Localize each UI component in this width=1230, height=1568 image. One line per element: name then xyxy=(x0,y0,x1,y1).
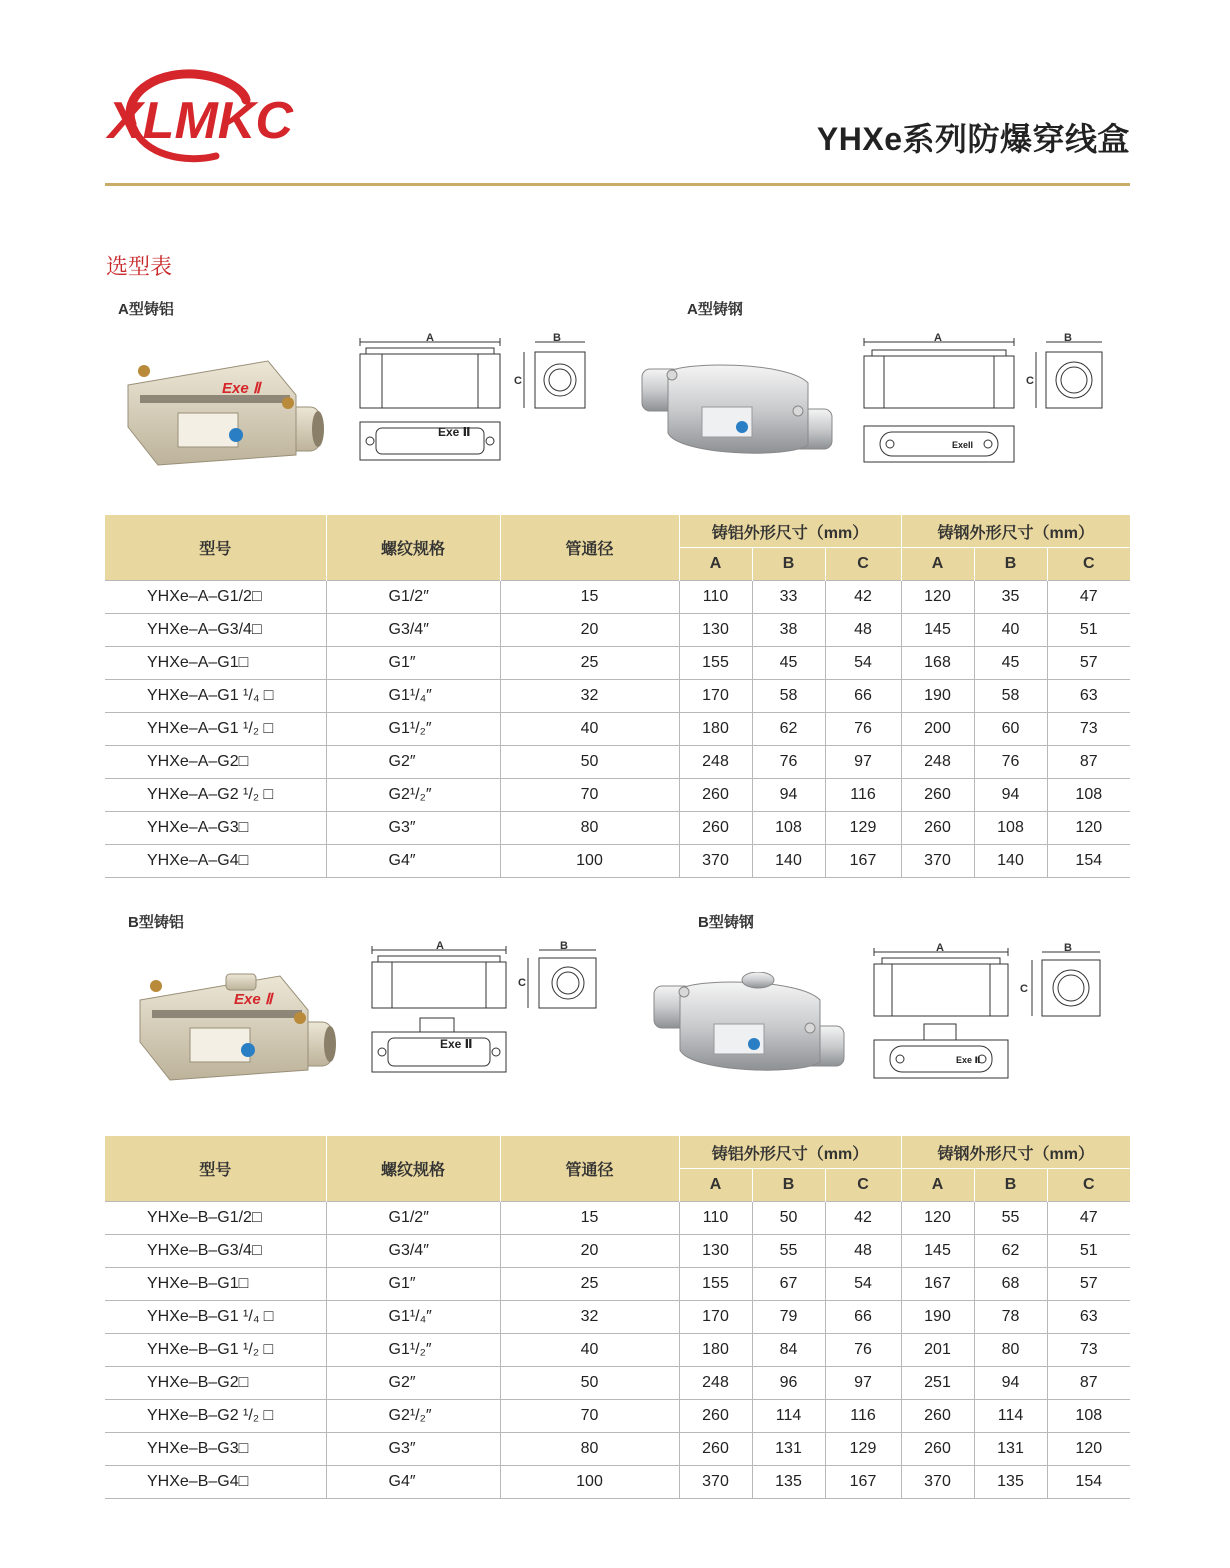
alu-c-cell: 167 xyxy=(825,845,901,878)
steel-c-cell: 87 xyxy=(1047,746,1130,779)
alu-c-cell: 76 xyxy=(825,713,901,746)
header-steel-dimensions: 铸钢外形尺寸（mm） xyxy=(901,515,1130,548)
header-thread: 螺纹规格 xyxy=(326,515,500,581)
dim-b-label: B xyxy=(1064,332,1072,344)
table-row xyxy=(105,614,1130,647)
model-cell: YHXe–B–G1 ¹/₄ □ xyxy=(105,1301,326,1334)
alu-b-cell: 58 xyxy=(752,680,825,713)
header-bore: 管通径 xyxy=(500,1136,679,1202)
header-divider xyxy=(105,183,1130,186)
thread-cell: G1/2″ xyxy=(326,581,500,614)
steel-a-cell: 145 xyxy=(901,1235,974,1268)
brand-logo xyxy=(104,66,328,166)
thread-cell: G1/2″ xyxy=(326,1202,500,1235)
selection-table-b xyxy=(105,1136,1130,1499)
alu-b-cell: 96 xyxy=(752,1367,825,1400)
thread-cell: G4″ xyxy=(326,845,500,878)
model-cell: YHXe–A–G1/2□ xyxy=(105,581,326,614)
table-row xyxy=(105,647,1130,680)
dim-b-label: B xyxy=(553,332,561,344)
a-steel-box-photo xyxy=(638,355,838,463)
table-row xyxy=(105,680,1130,713)
steel-b-cell: 68 xyxy=(974,1268,1047,1301)
header-aluminum-dimensions: 铸铝外形尺寸（mm） xyxy=(679,515,901,548)
steel-c-cell: 47 xyxy=(1047,1202,1130,1235)
alu-b-cell: 140 xyxy=(752,845,825,878)
thread-cell: G2¹/₂″ xyxy=(326,1400,500,1433)
thread-cell: G1¹/₂″ xyxy=(326,1334,500,1367)
alu-a-cell: 170 xyxy=(679,680,752,713)
steel-a-cell: 120 xyxy=(901,1202,974,1235)
alu-a-cell: 155 xyxy=(679,647,752,680)
label-a-aluminum: A型铸铝 xyxy=(118,301,174,318)
alu-c-cell: 129 xyxy=(825,812,901,845)
model-cell: YHXe–B–G1□ xyxy=(105,1268,326,1301)
steel-a-cell: 260 xyxy=(901,1433,974,1466)
bore-cell: 80 xyxy=(500,812,679,845)
steel-c-cell: 108 xyxy=(1047,779,1130,812)
thread-cell: G2″ xyxy=(326,1367,500,1400)
header-alu-c: C xyxy=(825,1169,901,1202)
alu-a-cell: 180 xyxy=(679,1334,752,1367)
alu-a-cell: 370 xyxy=(679,1466,752,1499)
b-steel-dimension-drawing xyxy=(866,940,1122,1082)
header-bore: 管通径 xyxy=(500,515,679,581)
thread-cell: G1¹/₂″ xyxy=(326,713,500,746)
header-alu-b: B xyxy=(752,548,825,581)
steel-c-cell: 57 xyxy=(1047,1268,1130,1301)
alu-b-cell: 38 xyxy=(752,614,825,647)
bore-cell: 15 xyxy=(500,1202,679,1235)
thread-cell: G3/4″ xyxy=(326,614,500,647)
label-b-steel: B型铸钢 xyxy=(698,914,754,931)
table-row xyxy=(105,845,1130,878)
alu-c-cell: 66 xyxy=(825,680,901,713)
alu-b-cell: 55 xyxy=(752,1235,825,1268)
alu-a-cell: 180 xyxy=(679,713,752,746)
alu-c-cell: 129 xyxy=(825,1433,901,1466)
bore-cell: 40 xyxy=(500,1334,679,1367)
bore-cell: 15 xyxy=(500,581,679,614)
bore-cell: 32 xyxy=(500,1301,679,1334)
dim-c-label: C xyxy=(1026,375,1034,387)
photo-mark-b-alu: Exe Ⅱ xyxy=(234,991,273,1008)
alu-a-cell: 260 xyxy=(679,1433,752,1466)
alu-a-cell: 260 xyxy=(679,1400,752,1433)
alu-b-cell: 62 xyxy=(752,713,825,746)
steel-b-cell: 94 xyxy=(974,1367,1047,1400)
thread-cell: G1″ xyxy=(326,647,500,680)
header-aluminum-dimensions: 铸铝外形尺寸（mm） xyxy=(679,1136,901,1169)
bore-cell: 40 xyxy=(500,713,679,746)
model-cell: YHXe–B–G4□ xyxy=(105,1466,326,1499)
a-aluminum-dimension-drawing xyxy=(352,330,602,465)
steel-c-cell: 120 xyxy=(1047,1433,1130,1466)
alu-b-cell: 45 xyxy=(752,647,825,680)
alu-b-cell: 131 xyxy=(752,1433,825,1466)
steel-c-cell: 51 xyxy=(1047,614,1130,647)
alu-a-cell: 130 xyxy=(679,1235,752,1268)
table-row xyxy=(105,1466,1130,1499)
drawing-mark-a-alu: Exe Ⅱ xyxy=(438,425,471,439)
dim-c-label: C xyxy=(1020,983,1028,995)
steel-b-cell: 35 xyxy=(974,581,1047,614)
steel-c-cell: 73 xyxy=(1047,713,1130,746)
drawing-mark-a-steel: ExeII xyxy=(952,440,974,450)
model-cell: YHXe–A–G2□ xyxy=(105,746,326,779)
thread-cell: G1¹/₄″ xyxy=(326,1301,500,1334)
thread-cell: G3/4″ xyxy=(326,1235,500,1268)
bore-cell: 25 xyxy=(500,1268,679,1301)
bore-cell: 32 xyxy=(500,680,679,713)
steel-a-cell: 167 xyxy=(901,1268,974,1301)
header-alu-c: C xyxy=(825,548,901,581)
bore-cell: 50 xyxy=(500,746,679,779)
alu-b-cell: 67 xyxy=(752,1268,825,1301)
drawing-mark-b-alu: Exe Ⅱ xyxy=(440,1037,473,1051)
alu-c-cell: 167 xyxy=(825,1466,901,1499)
model-cell: YHXe–A–G3/4□ xyxy=(105,614,326,647)
model-cell: YHXe–A–G1 ¹/₄ □ xyxy=(105,680,326,713)
alu-a-cell: 260 xyxy=(679,779,752,812)
header-alu-b: B xyxy=(752,1169,825,1202)
alu-c-cell: 54 xyxy=(825,1268,901,1301)
steel-a-cell: 260 xyxy=(901,779,974,812)
label-b-aluminum: B型铸铝 xyxy=(128,914,184,931)
table-row xyxy=(105,779,1130,812)
model-cell: YHXe–B–G3/4□ xyxy=(105,1235,326,1268)
steel-c-cell: 108 xyxy=(1047,1400,1130,1433)
header-steel-c: C xyxy=(1047,548,1130,581)
steel-a-cell: 168 xyxy=(901,647,974,680)
logo-text: XLMKC xyxy=(108,92,293,150)
model-cell: YHXe–B–G2 ¹/₂ □ xyxy=(105,1400,326,1433)
steel-a-cell: 251 xyxy=(901,1367,974,1400)
alu-a-cell: 130 xyxy=(679,614,752,647)
table-row xyxy=(105,713,1130,746)
model-cell: YHXe–A–G3□ xyxy=(105,812,326,845)
model-cell: YHXe–A–G2 ¹/₂ □ xyxy=(105,779,326,812)
model-cell: YHXe–B–G3□ xyxy=(105,1433,326,1466)
alu-a-cell: 248 xyxy=(679,1367,752,1400)
steel-b-cell: 40 xyxy=(974,614,1047,647)
alu-c-cell: 116 xyxy=(825,779,901,812)
steel-b-cell: 55 xyxy=(974,1202,1047,1235)
steel-b-cell: 140 xyxy=(974,845,1047,878)
alu-c-cell: 42 xyxy=(825,581,901,614)
steel-a-cell: 370 xyxy=(901,1466,974,1499)
model-cell: YHXe–A–G1 ¹/₂ □ xyxy=(105,713,326,746)
alu-c-cell: 97 xyxy=(825,746,901,779)
thread-cell: G3″ xyxy=(326,812,500,845)
thread-cell: G1″ xyxy=(326,1268,500,1301)
steel-c-cell: 47 xyxy=(1047,581,1130,614)
header-steel-dimensions: 铸钢外形尺寸（mm） xyxy=(901,1136,1130,1169)
steel-b-cell: 76 xyxy=(974,746,1047,779)
header-steel-b: B xyxy=(974,1169,1047,1202)
thread-cell: G3″ xyxy=(326,1433,500,1466)
thread-cell: G4″ xyxy=(326,1466,500,1499)
steel-a-cell: 260 xyxy=(901,812,974,845)
thread-cell: G1¹/₄″ xyxy=(326,680,500,713)
steel-b-cell: 45 xyxy=(974,647,1047,680)
header-steel-a: A xyxy=(901,1169,974,1202)
dim-c-label: C xyxy=(514,375,522,387)
table-row xyxy=(105,1301,1130,1334)
b-steel-box-photo xyxy=(650,972,850,1080)
steel-b-cell: 135 xyxy=(974,1466,1047,1499)
table-row xyxy=(105,1367,1130,1400)
header-alu-a: A xyxy=(679,548,752,581)
steel-c-cell: 57 xyxy=(1047,647,1130,680)
steel-a-cell: 145 xyxy=(901,614,974,647)
steel-a-cell: 190 xyxy=(901,680,974,713)
alu-c-cell: 48 xyxy=(825,614,901,647)
b-aluminum-box-photo xyxy=(130,970,340,1082)
bore-cell: 70 xyxy=(500,779,679,812)
header-steel-b: B xyxy=(974,548,1047,581)
model-cell: YHXe–B–G1 ¹/₂ □ xyxy=(105,1334,326,1367)
alu-b-cell: 33 xyxy=(752,581,825,614)
alu-a-cell: 110 xyxy=(679,581,752,614)
dim-a-label: A xyxy=(436,940,444,952)
table-row xyxy=(105,746,1130,779)
table-row xyxy=(105,1433,1130,1466)
alu-b-cell: 94 xyxy=(752,779,825,812)
dim-a-label: A xyxy=(936,942,944,954)
label-a-steel: A型铸钢 xyxy=(687,301,743,318)
steel-c-cell: 73 xyxy=(1047,1334,1130,1367)
model-cell: YHXe–A–G4□ xyxy=(105,845,326,878)
header-alu-a: A xyxy=(679,1169,752,1202)
steel-b-cell: 78 xyxy=(974,1301,1047,1334)
steel-b-cell: 131 xyxy=(974,1433,1047,1466)
steel-b-cell: 94 xyxy=(974,779,1047,812)
table-row xyxy=(105,1202,1130,1235)
header-steel-c: C xyxy=(1047,1169,1130,1202)
table-row xyxy=(105,1268,1130,1301)
page-title: YHXe系列防爆穿线盒 xyxy=(816,121,1130,157)
drawing-mark-b-steel: Exe Ⅱ xyxy=(956,1055,981,1065)
alu-b-cell: 114 xyxy=(752,1400,825,1433)
steel-b-cell: 58 xyxy=(974,680,1047,713)
steel-a-cell: 190 xyxy=(901,1301,974,1334)
alu-a-cell: 260 xyxy=(679,812,752,845)
dim-c-label: C xyxy=(518,977,526,989)
steel-a-cell: 201 xyxy=(901,1334,974,1367)
model-cell: YHXe–A–G1□ xyxy=(105,647,326,680)
steel-b-cell: 62 xyxy=(974,1235,1047,1268)
table-row xyxy=(105,1334,1130,1367)
selection-table-a xyxy=(105,515,1130,878)
steel-a-cell: 248 xyxy=(901,746,974,779)
a-steel-dimension-drawing xyxy=(856,330,1116,465)
bore-cell: 70 xyxy=(500,1400,679,1433)
header-thread: 螺纹规格 xyxy=(326,1136,500,1202)
steel-c-cell: 51 xyxy=(1047,1235,1130,1268)
alu-b-cell: 135 xyxy=(752,1466,825,1499)
bore-cell: 20 xyxy=(500,614,679,647)
steel-b-cell: 80 xyxy=(974,1334,1047,1367)
bore-cell: 100 xyxy=(500,1466,679,1499)
section-title: 选型表 xyxy=(106,254,173,279)
alu-c-cell: 66 xyxy=(825,1301,901,1334)
alu-b-cell: 79 xyxy=(752,1301,825,1334)
thread-cell: G2¹/₂″ xyxy=(326,779,500,812)
steel-a-cell: 200 xyxy=(901,713,974,746)
steel-c-cell: 63 xyxy=(1047,680,1130,713)
dim-a-label: A xyxy=(426,332,434,344)
alu-b-cell: 50 xyxy=(752,1202,825,1235)
table-row xyxy=(105,1235,1130,1268)
alu-c-cell: 48 xyxy=(825,1235,901,1268)
alu-b-cell: 108 xyxy=(752,812,825,845)
bore-cell: 100 xyxy=(500,845,679,878)
steel-c-cell: 154 xyxy=(1047,1466,1130,1499)
alu-a-cell: 110 xyxy=(679,1202,752,1235)
dim-b-label: B xyxy=(560,940,568,952)
dim-b-label: B xyxy=(1064,942,1072,954)
bore-cell: 25 xyxy=(500,647,679,680)
steel-c-cell: 87 xyxy=(1047,1367,1130,1400)
alu-c-cell: 97 xyxy=(825,1367,901,1400)
steel-c-cell: 154 xyxy=(1047,845,1130,878)
header-steel-a: A xyxy=(901,548,974,581)
alu-b-cell: 76 xyxy=(752,746,825,779)
a-aluminum-box-photo xyxy=(118,355,328,467)
b-aluminum-dimension-drawing xyxy=(364,938,614,1078)
photo-mark-a-alu: Exe Ⅱ xyxy=(222,380,261,397)
bore-cell: 50 xyxy=(500,1367,679,1400)
table-row xyxy=(105,581,1130,614)
steel-c-cell: 63 xyxy=(1047,1301,1130,1334)
steel-b-cell: 114 xyxy=(974,1400,1047,1433)
table-row xyxy=(105,1400,1130,1433)
steel-a-cell: 260 xyxy=(901,1400,974,1433)
bore-cell: 20 xyxy=(500,1235,679,1268)
alu-a-cell: 155 xyxy=(679,1268,752,1301)
alu-c-cell: 116 xyxy=(825,1400,901,1433)
steel-b-cell: 60 xyxy=(974,713,1047,746)
dim-a-label: A xyxy=(934,332,942,344)
alu-c-cell: 42 xyxy=(825,1202,901,1235)
alu-a-cell: 248 xyxy=(679,746,752,779)
model-cell: YHXe–B–G1/2□ xyxy=(105,1202,326,1235)
alu-a-cell: 370 xyxy=(679,845,752,878)
alu-c-cell: 54 xyxy=(825,647,901,680)
alu-b-cell: 84 xyxy=(752,1334,825,1367)
alu-a-cell: 170 xyxy=(679,1301,752,1334)
steel-c-cell: 120 xyxy=(1047,812,1130,845)
steel-a-cell: 120 xyxy=(901,581,974,614)
model-cell: YHXe–B–G2□ xyxy=(105,1367,326,1400)
thread-cell: G2″ xyxy=(326,746,500,779)
steel-a-cell: 370 xyxy=(901,845,974,878)
bore-cell: 80 xyxy=(500,1433,679,1466)
table-row xyxy=(105,812,1130,845)
alu-c-cell: 76 xyxy=(825,1334,901,1367)
steel-b-cell: 108 xyxy=(974,812,1047,845)
header-model: 型号 xyxy=(105,515,326,581)
header-model: 型号 xyxy=(105,1136,326,1202)
